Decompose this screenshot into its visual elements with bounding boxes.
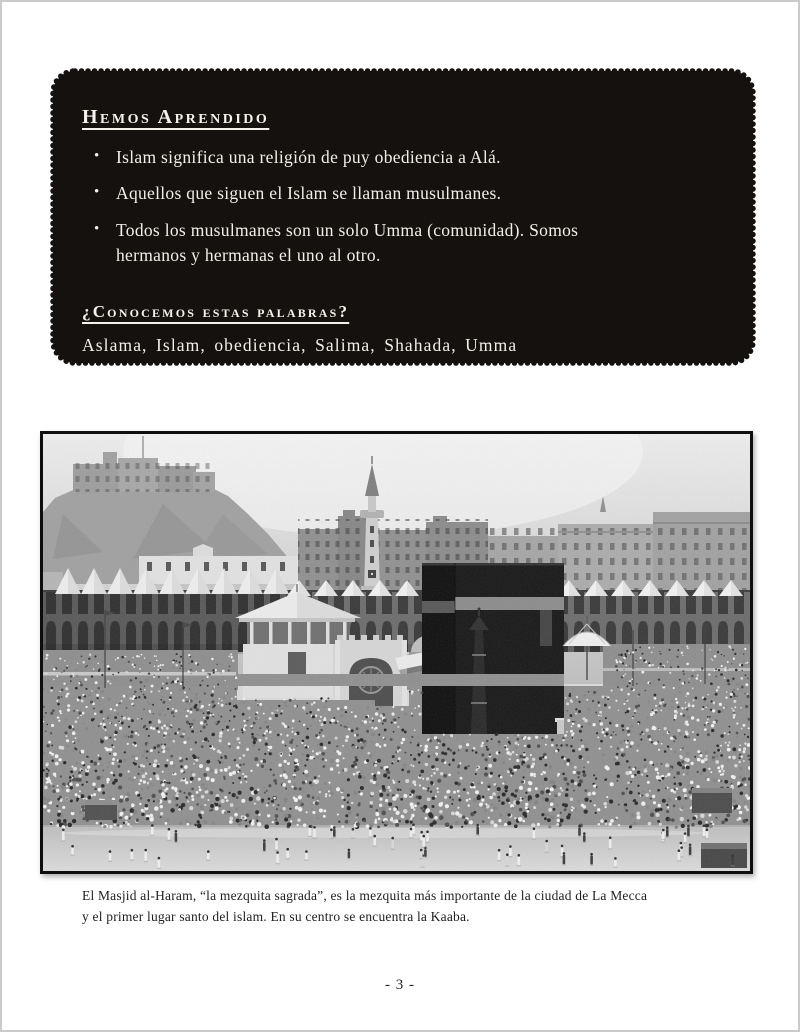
learned-point-text: Islam significa una religión de puy obediencia a Alá. bbox=[116, 147, 501, 167]
photo-masjid-al-haram bbox=[40, 431, 753, 874]
vocab-heading: ¿Conocemos estas palabras? bbox=[82, 301, 350, 321]
learned-box bbox=[46, 64, 760, 370]
learned-point bbox=[82, 181, 714, 206]
learned-box-content bbox=[46, 64, 760, 370]
bullet-icon: • bbox=[94, 184, 100, 201]
learned-point-text: Aquellos que siguen el Islam se llaman musulmanes. bbox=[116, 183, 502, 204]
learned-point-text: Todos los musulmanes son un solo Umma (comunidad). Somos hermanos y hermanas el uno al otro. bbox=[116, 219, 579, 266]
caption-line-2: y el primer lugar santo del islam. En su centro se encuentra la Kaaba. bbox=[82, 908, 470, 924]
caption-line-1: El Masjid al-Haram, “la mezquita sagrada”, es la mezquita más importante de la ciudad de La Mecca bbox=[82, 888, 648, 903]
learned-bullet-list bbox=[82, 145, 714, 269]
photo-grain bbox=[43, 434, 750, 871]
photo-scene bbox=[43, 434, 750, 871]
page-number: - 3 - bbox=[385, 977, 415, 993]
learned-heading: Hemos Aprendido bbox=[82, 106, 270, 128]
bullet-icon: • bbox=[94, 148, 100, 164]
photo-caption bbox=[82, 886, 742, 928]
bullet-icon: • bbox=[94, 220, 100, 237]
learned-point bbox=[82, 145, 714, 170]
vocab-words: Aslama, Islam, obediencia, Salima, Shahada, Umma bbox=[82, 334, 518, 355]
learned-point bbox=[82, 218, 714, 269]
